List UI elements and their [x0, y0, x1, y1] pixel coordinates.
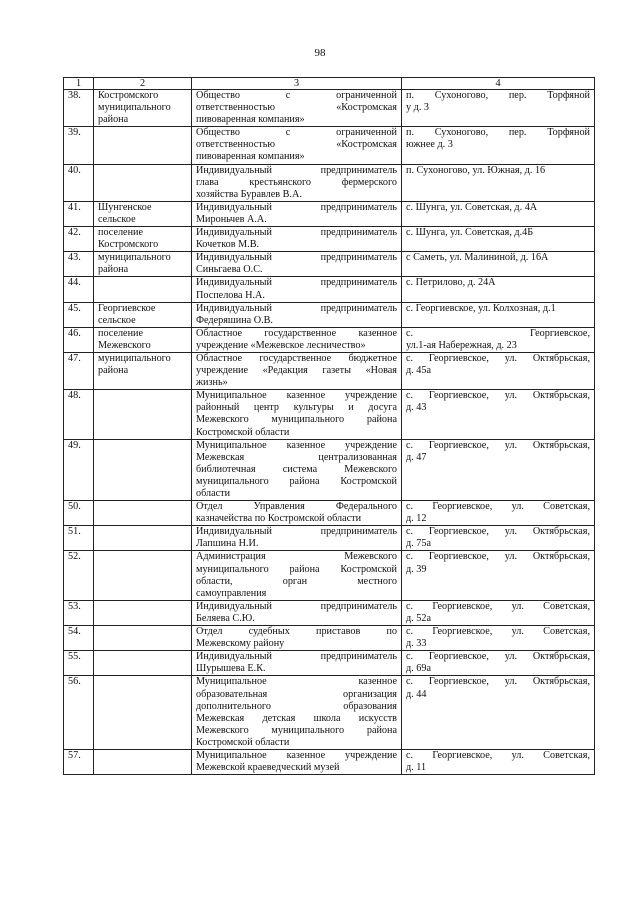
- address-cell: [402, 277, 595, 302]
- column-header: 2: [94, 78, 192, 90]
- address-cell: [402, 327, 595, 352]
- organization-cell: [192, 626, 402, 651]
- organization-cell: [192, 501, 402, 526]
- row-number: 46.: [64, 327, 94, 352]
- address-line: с. Георгиевское, ул. Колхозная, д.1: [406, 302, 556, 314]
- organization-line: глава крестьянского фермерского: [196, 176, 397, 188]
- table-row: [64, 501, 595, 526]
- address-line: д. 69а: [406, 663, 431, 675]
- organization-line: Индивидуальный предприниматель: [196, 526, 397, 538]
- organization-cell: [192, 90, 402, 127]
- address-line: с. Георгиевское, ул. Октябрьская,: [406, 352, 590, 364]
- organization-line: Общество с ограниченной: [196, 127, 397, 139]
- organization-cell: [192, 327, 402, 352]
- organization-line: Межевская централизованная: [196, 451, 397, 463]
- organization-line: казначейства по Костромской области: [196, 513, 362, 525]
- address-cell: [402, 352, 595, 389]
- organization-line: жизнь»: [196, 377, 228, 389]
- address-cell: [402, 626, 595, 651]
- district-cell: [94, 501, 192, 526]
- district-cell: [94, 526, 192, 551]
- row-number: 49.: [64, 439, 94, 500]
- table-row: [64, 352, 595, 389]
- row-number: 50.: [64, 501, 94, 526]
- address-line: с. Шунга, ул. Советская, д. 4А: [406, 201, 538, 213]
- table-row: [64, 201, 595, 226]
- address-line: с. Георгиевское, ул. Советская,: [406, 600, 590, 612]
- organization-line: Отдел Управления Федерального: [196, 501, 397, 513]
- organization-line: Индивидуальный предприниматель: [196, 651, 397, 663]
- district-line: Межевского: [98, 339, 151, 351]
- address-line: с. Георгиевское, ул. Октябрьская,: [406, 526, 590, 538]
- address-line: д. 52а: [406, 612, 431, 624]
- organization-cell: [192, 551, 402, 600]
- organization-line: Синьгаева О.С.: [196, 264, 263, 276]
- column-header: 4: [402, 78, 595, 90]
- address-cell: [402, 749, 595, 774]
- address-line: с. Георгиевское, ул. Октябрьская,: [406, 439, 590, 451]
- table-row: [64, 749, 595, 774]
- row-number: 41.: [64, 201, 94, 226]
- district-cell: [94, 651, 192, 676]
- organization-line: пивоваренная компания»: [196, 114, 305, 126]
- address-cell: [402, 526, 595, 551]
- address-line: д. 44: [406, 688, 427, 700]
- district-cell: [94, 439, 192, 500]
- organization-line: Федеряшина О.В.: [196, 314, 273, 326]
- address-line: с Саметь, ул. Малининой, д. 16А: [406, 252, 549, 264]
- table-row: [64, 626, 595, 651]
- organization-cell: [192, 651, 402, 676]
- organization-cell: [192, 252, 402, 277]
- organization-line: Костромской области: [196, 736, 290, 748]
- organization-line: хозяйства Буравлев В.А.: [196, 188, 302, 200]
- organization-line: Лапшина Н.И.: [196, 538, 259, 550]
- district-line: Костромского: [98, 90, 159, 101]
- organization-line: Межевская детская школа искусств: [196, 712, 397, 724]
- district-cell: [94, 390, 192, 439]
- organization-line: области: [196, 488, 231, 499]
- address-cell: [402, 90, 595, 127]
- organization-line: Поспелова Н.А.: [196, 289, 265, 301]
- organization-cell: [192, 352, 402, 389]
- page-number: 98: [314, 47, 326, 59]
- address-line: д. 11: [406, 762, 427, 774]
- district-line: сельское: [98, 213, 136, 225]
- organization-cell: [192, 676, 402, 750]
- district-cell: [94, 352, 192, 389]
- row-number: 39.: [64, 127, 94, 164]
- organization-line: Беляева С.Ю.: [196, 612, 255, 624]
- address-line: д. 12: [406, 513, 427, 525]
- address-cell: [402, 252, 595, 277]
- address-line: д. 33: [406, 638, 427, 650]
- address-cell: [402, 551, 595, 600]
- row-number: 38.: [64, 90, 94, 127]
- district-cell: [94, 277, 192, 302]
- organization-line: Шурышева Е.К.: [196, 663, 266, 675]
- address-cell: [402, 651, 595, 676]
- address-line: д. 45а: [406, 365, 431, 377]
- district-cell: [94, 600, 192, 625]
- table-row: [64, 252, 595, 277]
- district-cell: [94, 90, 192, 127]
- table-row: [64, 390, 595, 439]
- table-row: [64, 600, 595, 625]
- organization-cell: [192, 201, 402, 226]
- organization-line: Муниципальное казенное учреждение: [196, 390, 397, 402]
- organization-line: Межевской краеведческий музей: [196, 762, 340, 774]
- table-row: [64, 526, 595, 551]
- address-cell: [402, 676, 595, 750]
- row-number: 47.: [64, 352, 94, 389]
- district-cell: [94, 164, 192, 201]
- table-row: [64, 227, 595, 252]
- organization-line: Индивидуальный предприниматель: [196, 252, 397, 264]
- address-cell: [402, 390, 595, 439]
- organization-cell: [192, 227, 402, 252]
- row-number: 40.: [64, 164, 94, 201]
- district-line: поселение: [98, 227, 143, 239]
- address-line: южнее д. 3: [406, 139, 453, 151]
- address-line: п. Сухоногово, пер. Торфяной: [406, 127, 590, 139]
- row-number: 48.: [64, 390, 94, 439]
- address-line: д. 75а: [406, 538, 431, 550]
- organization-cell: [192, 439, 402, 500]
- organization-line: Муниципальное казенное учреждение: [196, 749, 397, 761]
- address-line: п. Сухоногово, ул. Южная, д. 16: [406, 164, 546, 176]
- district-cell: [94, 626, 192, 651]
- organization-line: ответственностью «Костромская: [196, 102, 397, 114]
- district-line: муниципального: [98, 352, 171, 364]
- address-line: с. Петрилово, д. 24А: [406, 277, 496, 289]
- organization-cell: [192, 390, 402, 439]
- organization-line: учреждение «Редакция газеты «Новая: [196, 365, 397, 377]
- address-line: с. Георгиевское, ул. Октябрьская,: [406, 551, 590, 563]
- district-cell: [94, 252, 192, 277]
- row-number: 57.: [64, 749, 94, 774]
- organization-cell: [192, 600, 402, 625]
- organization-line: Межевскому району: [196, 638, 285, 650]
- organization-line: Администрация Межевского: [196, 551, 397, 563]
- address-line: с. Шунга, ул. Советская, д.4Б: [406, 227, 534, 239]
- organization-cell: [192, 749, 402, 774]
- registry-table: [63, 77, 595, 775]
- district-line: Костромского: [98, 239, 159, 251]
- organization-cell: [192, 302, 402, 327]
- row-number: 55.: [64, 651, 94, 676]
- organization-line: Областное государственное казенное: [196, 327, 397, 339]
- district-line: района: [98, 365, 129, 377]
- address-line: д. 47: [406, 451, 427, 463]
- address-line: д. 43: [406, 402, 427, 414]
- district-line: района: [98, 264, 129, 276]
- organization-line: Мироньчев А.А.: [196, 213, 267, 225]
- table-row: [64, 164, 595, 201]
- organization-line: районный центр культуры и досуга: [196, 402, 397, 414]
- district-cell: [94, 551, 192, 600]
- organization-line: Кочетков М.В.: [196, 239, 260, 251]
- table-row: [64, 327, 595, 352]
- organization-line: образовательная организация: [196, 688, 397, 700]
- address-cell: [402, 439, 595, 500]
- address-cell: [402, 127, 595, 164]
- district-line: района: [98, 114, 129, 126]
- organization-cell: [192, 526, 402, 551]
- organization-line: Общество с ограниченной: [196, 90, 397, 101]
- table-row: [64, 277, 595, 302]
- district-cell: [94, 227, 192, 252]
- address-line: с. Георгиевское,: [406, 327, 590, 339]
- district-cell: [94, 201, 192, 226]
- organization-line: учреждение «Межевское лесничество»: [196, 339, 366, 351]
- district-cell: [94, 327, 192, 352]
- row-number: 52.: [64, 551, 94, 600]
- table-row: [64, 676, 595, 750]
- organization-line: Индивидуальный предприниматель: [196, 201, 397, 213]
- table-row: [64, 551, 595, 600]
- district-line: Георгиевское: [98, 302, 156, 314]
- address-line: с. Георгиевское, ул. Советская,: [406, 749, 590, 761]
- row-number: 53.: [64, 600, 94, 625]
- organization-line: Индивидуальный предприниматель: [196, 600, 397, 612]
- organization-line: области, орган местного: [196, 575, 397, 587]
- organization-line: Индивидуальный предприниматель: [196, 277, 397, 289]
- district-cell: [94, 749, 192, 774]
- row-number: 42.: [64, 227, 94, 252]
- organization-line: Индивидуальный предприниматель: [196, 302, 397, 314]
- address-line: п. Сухоногово, пер. Торфяной: [406, 90, 590, 101]
- organization-line: Костромской области: [196, 426, 290, 438]
- organization-line: Межевского муниципального района: [196, 414, 397, 426]
- column-header: 1: [64, 78, 94, 90]
- address-cell: [402, 501, 595, 526]
- address-line: у д. 3: [406, 102, 430, 114]
- organization-line: Областное государственное бюджетное: [196, 352, 397, 364]
- address-line: с. Георгиевское, ул. Октябрьская,: [406, 390, 590, 402]
- row-number: 43.: [64, 252, 94, 277]
- address-cell: [402, 164, 595, 201]
- organization-line: муниципального района Костромской: [196, 563, 397, 575]
- organization-line: Муниципальное казенное учреждение: [196, 439, 397, 451]
- district-cell: [94, 127, 192, 164]
- organization-line: Индивидуальный предприниматель: [196, 164, 397, 176]
- organization-line: самоуправления: [196, 587, 267, 599]
- row-number: 44.: [64, 277, 94, 302]
- row-number: 45.: [64, 302, 94, 327]
- organization-line: библиотечная система Межевского: [196, 463, 397, 475]
- organization-cell: [192, 127, 402, 164]
- district-cell: [94, 302, 192, 327]
- organization-cell: [192, 164, 402, 201]
- district-line: муниципального: [98, 252, 171, 264]
- organization-line: Отдел судебных приставов по: [196, 626, 397, 638]
- address-line: д. 39: [406, 563, 427, 575]
- address-line: с. Георгиевское, ул. Октябрьская,: [406, 651, 590, 663]
- address-cell: [402, 600, 595, 625]
- address-cell: [402, 227, 595, 252]
- address-line: ул.1-ая Набережная, д. 23: [406, 339, 517, 351]
- address-line: с. Георгиевское, ул. Советская,: [406, 626, 590, 638]
- organization-line: пивоваренная компания»: [196, 151, 305, 163]
- table-row: [64, 651, 595, 676]
- column-header: 3: [192, 78, 402, 90]
- organization-line: Муниципальное казенное: [196, 676, 397, 688]
- organization-line: ответственностью «Костромская: [196, 139, 397, 151]
- district-line: поселение: [98, 327, 143, 339]
- district-line: сельское: [98, 314, 136, 326]
- organization-line: Индивидуальный предприниматель: [196, 227, 397, 239]
- header-row: [64, 78, 595, 90]
- address-line: с. Георгиевское, ул. Октябрьская,: [406, 676, 590, 688]
- row-number: 51.: [64, 526, 94, 551]
- address-cell: [402, 201, 595, 226]
- organization-cell: [192, 277, 402, 302]
- table-row: [64, 90, 595, 127]
- district-cell: [94, 676, 192, 750]
- organization-line: муниципального района Костромской: [196, 475, 397, 487]
- table-row: [64, 127, 595, 164]
- table-row: [64, 302, 595, 327]
- address-line: с. Георгиевское, ул. Советская,: [406, 501, 590, 513]
- table-row: [64, 439, 595, 500]
- organization-line: Межевского муниципального района: [196, 724, 397, 736]
- organization-line: дополнительного образования: [196, 700, 397, 712]
- district-line: Шунгенское: [98, 201, 152, 213]
- row-number: 54.: [64, 626, 94, 651]
- district-line: муниципального: [98, 102, 171, 114]
- address-cell: [402, 302, 595, 327]
- row-number: 56.: [64, 676, 94, 750]
